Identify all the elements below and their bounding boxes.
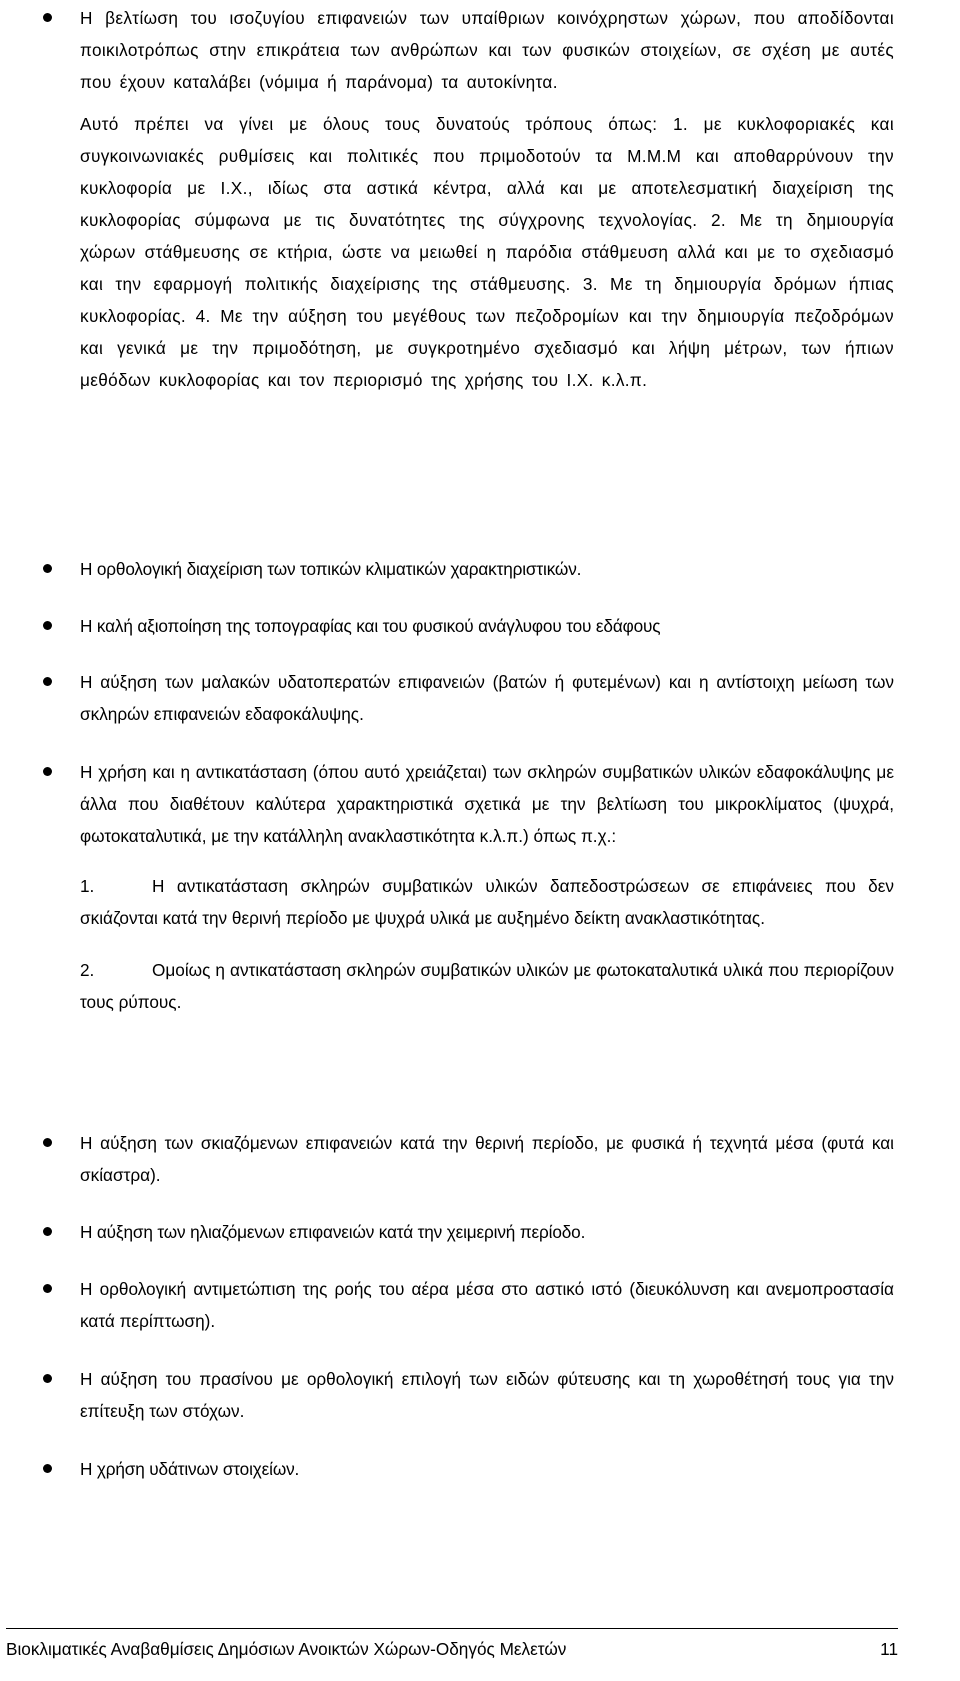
numbered-item-number: 2. [80,960,95,980]
bullet-text: Η αύξηση των μαλακών υδατοπερατών επιφανειών (βατών ή φυτεμένων) και η αντίστοιχη μείωση των σκληρών επιφανειών εδαφοκάλυψης. [80,672,894,724]
bullet-subtext: Αυτό πρέπει να γίνει με όλους τους δυνατούς τρόπους όπως: 1. με κυκλοφοριακές και συγκοινωνιακές ρυθμίσεις και πολιτικές που πριμοδοτούν τα Μ.Μ.Μ και αποθαρρύνουν την κυκλοφορία με Ι.Χ., ιδίως στα αστικά κέντρα, αλλά και με αποτελεσματική διαχείριση της κυκλοφορίας σύμφωνα με τις δυνατότητες της σύγχρονης τεχνολογίας. 2. Με τη δημιουργία χώρων στάθμευσης σε κτήρια, ώστε να μειωθεί η παρόδια στάθμευση αλλά και με το σχεδιασμό και την εφαρμογή πολιτικής διαχείρισης της στάθμευσης. 3. Με τη δημιουργία δρόμων ήπιας κυκλοφορίας. 4. Με την αύξηση του μεγέθους των πεζοδρομίων και την δημιουργία πεζοδρόμων και γενικά με την πριμοδότηση, με συγκροτημένο σχεδιασμό και λήψη μέτρων, των ήπιων μεθόδων κυκλοφορίας και τον περιορισμό της χρήσης του Ι.Χ. κ.λ.π. [80,114,894,390]
page-number: 11 [880,1639,898,1659]
bullet-icon [43,1284,52,1293]
bullet-item [0,1273,960,1337]
bullet-text: Η ορθολογική διαχείριση των τοπικών κλιματικών χαρακτηριστικών. [80,559,582,579]
bullet-item [0,1363,960,1427]
numbered-item-text: Η αντικατάσταση σκληρών συμβατικών υλικών δαπεδοστρώσεων σε επιφάνειες που δεν σκιάζονται κατά την θερινή περίοδο με ψυχρά υλικά με αυξημένο δείκτη ανακλαστικότητας. [80,876,894,928]
bullet-icon [43,13,52,22]
bullet-icon [43,1464,52,1473]
bullet-icon [43,1374,52,1383]
numbered-item [80,954,894,1018]
bullet-icon [43,1138,52,1147]
bullet-text: Η χρήση υδάτινων στοιχείων. [80,1459,300,1479]
bullet-text: Η βελτίωση του ισοζυγίου επιφανειών των υπαίθριων κοινόχρηστων χώρων, που αποδίδονται ποικιλοτρόπως στην επικράτεια των ανθρώπων και των φυσικών στοιχείων, σε σχέση με αυτές που έχουν καταλάβει (νόμιμα ή παράνομα) τα αυτοκίνητα. [80,8,894,92]
bullet-icon [43,767,52,776]
bullet-item [0,610,960,642]
bullet-icon [43,1227,52,1236]
bullet-item [0,756,960,1018]
bullet-item [0,1453,960,1485]
bullet-text: Η ορθολογική αντιμετώπιση της ροής του αέρα μέσα στο αστικό ιστό (διευκόλυνση και ανεμοπροστασία κατά περίπτωση). [80,1279,894,1331]
numbered-item-text: Ομοίως η αντικατάσταση σκληρών συμβατικών υλικών με φωτοκαταλυτικά υλικά που περιορίζουν τους ρύπους. [80,960,894,1012]
bullet-text: Η καλή αξιοποίηση της τοπογραφίας και του φυσικού ανάγλυφου του εδάφους [80,616,661,636]
footer-title: Βιοκλιματικές Αναβαθμίσεις Δημόσιων Ανοικτών Χώρων-Οδηγός Μελετών [6,1639,567,1659]
bullet-text: Η αύξηση του πρασίνου με ορθολογική επιλογή των ειδών φύτευσης και τη χωροθέτησή τους για την επίτευξη των στόχων. [80,1369,894,1421]
bullet-item [0,553,960,585]
page-footer [6,1628,898,1669]
bullet-item [0,2,960,396]
bullet-item [0,1127,960,1191]
numbered-item-number: 1. [80,876,95,896]
bullet-icon [43,564,52,573]
bullet-icon [43,677,52,686]
bullet-item [0,1216,960,1248]
bullet-text: Η χρήση και η αντικατάσταση (όπου αυτό χρειάζεται) των σκληρών συμβατικών υλικών εδαφοκάλυψης με άλλα που διαθέτουν καλύτερα χαρακτηριστικά σχετικά με την βελτίωση του μικροκλίματος (ψυχρά, φωτοκαταλυτικά, με την κατάλληλη ανακλαστικότητα κ.λ.π.) όπως π.χ.: [80,762,894,846]
numbered-item [80,870,894,934]
bullet-text: Η αύξηση των ηλιαζόμενων επιφανειών κατά την χειμερινή περίοδο. [80,1222,586,1242]
bullet-text: Η αύξηση των σκιαζόμενων επιφανειών κατά την θερινή περίοδο, με φυσικά ή τεχνητά μέσα (φυτά και σκίαστρα). [80,1133,894,1185]
bullet-item [0,666,960,730]
bullet-icon [43,621,52,630]
